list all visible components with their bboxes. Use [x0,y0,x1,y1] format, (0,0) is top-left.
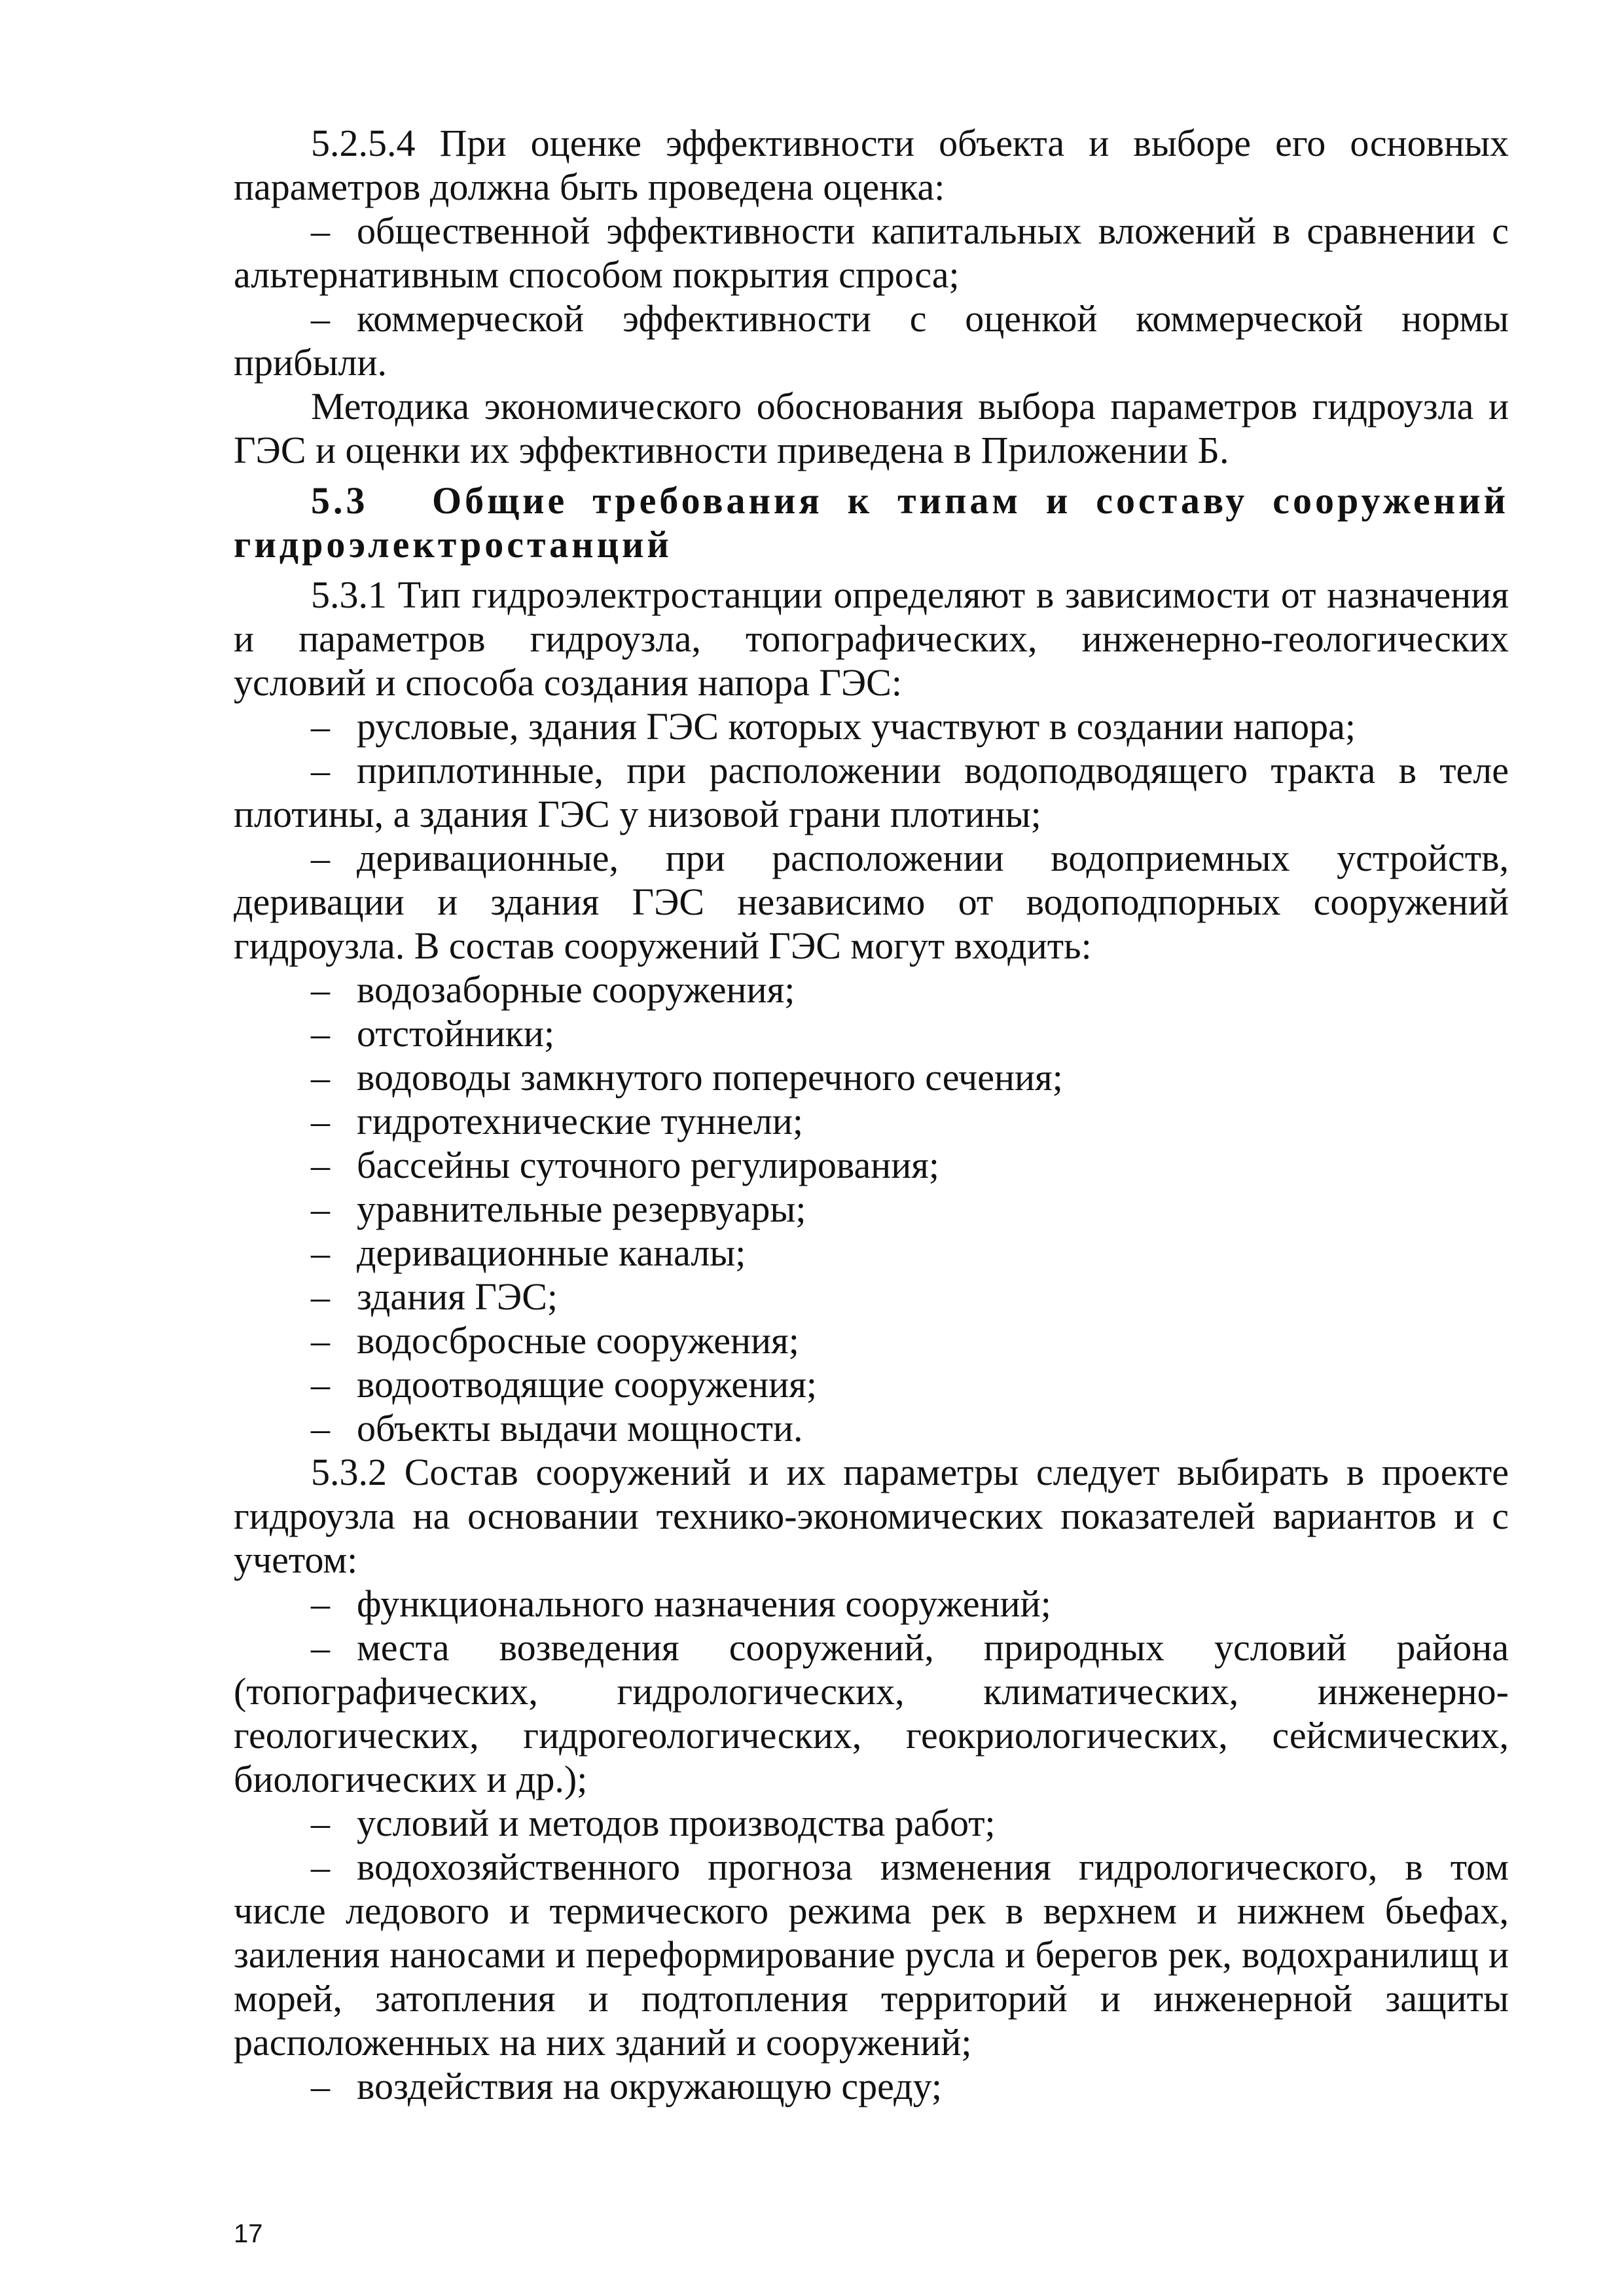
list-item [234,1626,1509,1801]
dash-marker: – [311,1319,330,1362]
page-body [234,121,1509,2108]
list-item [234,1845,1509,2064]
dash-marker: – [311,1363,330,1406]
dash-marker: – [311,297,330,340]
list-item-text: коммерческой эффективности с оценкой коммерческой нормы прибыли. [234,297,1509,384]
dash-marker: – [311,1056,330,1099]
paragraph-5-3-2: 5.3.2 Состав сооружений и их параметры следует выбирать в проекте гидроузла на основании технико-экономических показателей вариантов и с учетом: [234,1451,1509,1581]
list-item [234,209,1509,297]
dash-marker: – [311,1802,330,1844]
list-item-text: отстойники; [357,1012,555,1055]
list-item [234,1406,1509,1450]
list-item-text: воздействия на окружающую среду; [357,2065,942,2107]
section-title: Общие требования к типам и составу сооружений гидроэлектростанций [234,479,1509,566]
page-number: 17 [234,2219,263,2248]
dash-marker: – [311,1846,330,1888]
list-item-text: гидротехнические туннели; [357,1100,804,1142]
list-item [234,1582,1509,1626]
dash-marker: – [311,1012,330,1055]
dash-marker: – [311,1275,330,1318]
list-item [234,1099,1509,1143]
list-item [234,2064,1509,2108]
section-number: 5.3 [311,479,369,522]
dash-marker: – [311,2065,330,2107]
dash-marker: – [311,705,330,748]
list-item [234,297,1509,384]
list-item-text: приплотинные, при расположении водоподводящего тракта в теле плотины, а здания ГЭС у низовой грани плотины; [234,749,1509,835]
list-item-text: уравнительные резервуары; [357,1188,806,1230]
list-item-text: русловые, здания ГЭС которых участвуют в создании напора; [357,705,1356,748]
list-item-text: объекты выдачи мощности. [357,1407,803,1449]
list-item-text: деривационные каналы; [357,1231,746,1274]
list-item [234,748,1509,836]
list-item-text: бассейны суточного регулирования; [357,1144,940,1186]
dash-marker: – [311,1407,330,1449]
dash-marker: – [311,1188,330,1230]
paragraph-5-3-1: 5.3.1 Тип гидроэлектростанции определяют в зависимости от назначения и параметров гидроузла, топографических, инженерно-геологических условий и способа создания напора ГЭС: [234,574,1509,704]
list-item-text: функционального назначения сооружений; [357,1582,1051,1625]
dash-marker: – [311,1231,330,1274]
section-heading-5-3 [234,479,1509,566]
list-item-text: водоводы замкнутого поперечного сечения; [357,1056,1063,1099]
list-item [234,1011,1509,1055]
list-item [234,1055,1509,1099]
dash-marker: – [311,1100,330,1142]
dash-marker: – [311,968,330,1011]
list-item-text: общественной эффективности капитальных вложений в сравнении с альтернативным способом покрытия спроса; [234,210,1509,296]
dash-marker: – [311,210,330,252]
list-item [234,1143,1509,1187]
dash-marker: – [311,837,330,879]
list-item [234,704,1509,748]
paragraph-methodology: Методика экономического обоснования выбора параметров гидроузла и ГЭС и оценки их эффективности приведена в Приложении Б. [234,385,1509,471]
list-item [234,1187,1509,1231]
list-item-text: водоотводящие сооружения; [357,1363,817,1406]
list-item-text: места возведения сооружений, природных условий района (топографических, гидрологических, климатических, инженерно-геологических, гидрогеологических, геокриологических, сейсмических, биологических и др.); [234,1626,1509,1800]
list-item [234,1801,1509,1845]
paragraph-5-2-5-4: 5.2.5.4 При оценке эффективности объекта и выборе его основных параметров должна быть проведена оценка: [234,122,1509,208]
list-item [234,836,1509,968]
list-item-text: водосбросные сооружения; [357,1319,799,1362]
list-item-text: деривационные, при расположении водоприемных устройств, деривации и здания ГЭС независимо от водоподпорных сооружений гидроузла. В состав сооружений ГЭС могут входить: [234,837,1509,967]
dash-marker: – [311,1582,330,1625]
list-item-text: водозаборные сооружения; [357,968,795,1011]
list-item [234,1275,1509,1319]
list-item-text: водохозяйственного прогноза изменения гидрологического, в том числе ледового и термического режима рек в верхнем и нижнем бьефах, заиления наносами и переформирование русла и берегов рек, водохранилищ и морей, затопления и подтопления территорий и инженерной защиты расположенных на них зданий и сооружений; [234,1846,1509,2064]
list-item [234,1362,1509,1406]
dash-marker: – [311,749,330,792]
list-item-text: здания ГЭС; [357,1275,558,1318]
list-item [234,1231,1509,1275]
list-item [234,968,1509,1011]
dash-marker: – [311,1144,330,1186]
list-item-text: условий и методов производства работ; [357,1802,996,1844]
list-item [234,1319,1509,1362]
dash-marker: – [311,1626,330,1669]
